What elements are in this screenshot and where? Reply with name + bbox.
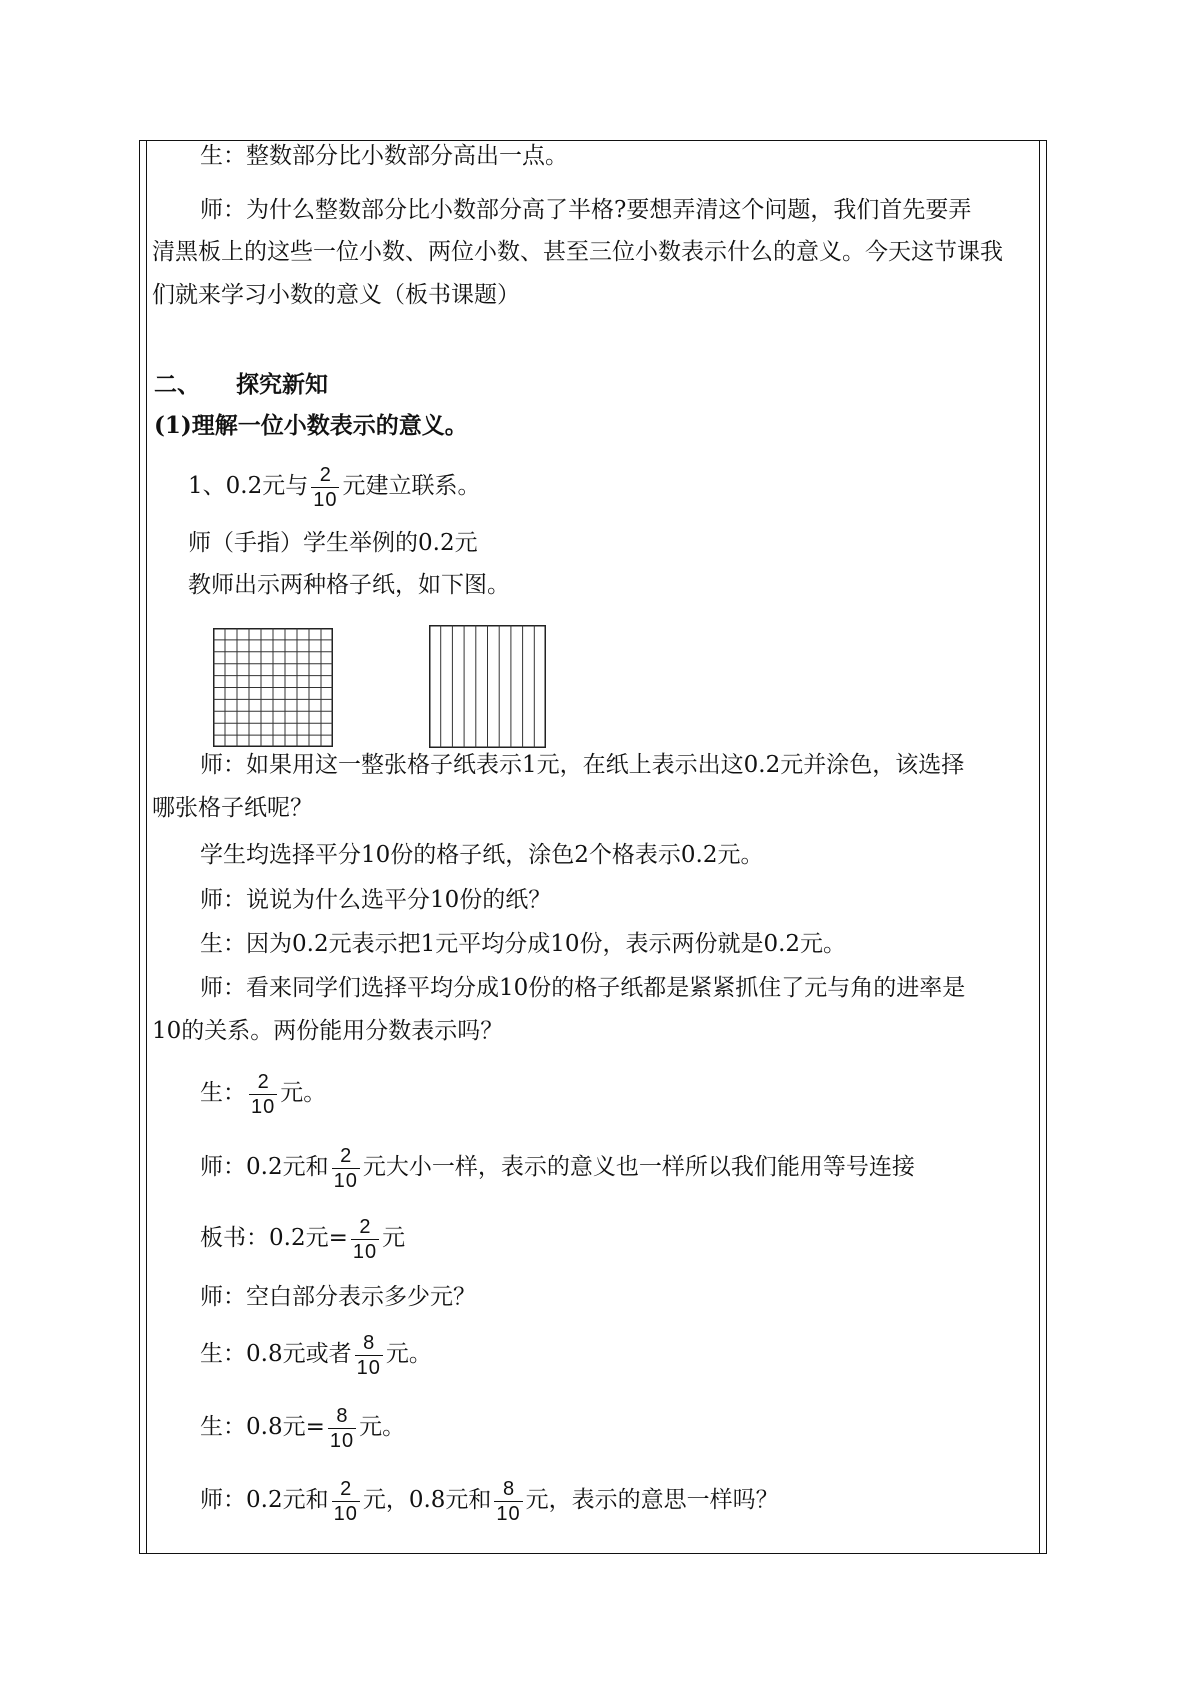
denominator: 10 xyxy=(329,1429,355,1452)
text: 师：0.2元和 xyxy=(200,1154,329,1180)
denominator: 10 xyxy=(313,488,338,511)
paragraph-question-4: 师：空白部分表示多少元？ xyxy=(200,1284,476,1310)
fraction-two-tenths xyxy=(332,1477,360,1526)
numerator: 8 xyxy=(328,1404,356,1429)
paragraph-question-2: 师：说说为什么选平分10份的纸？ xyxy=(200,887,552,913)
paragraph-answer-2: 生：因为0.2元表示把1元平均分成10份，表示两份就是0.2元。 xyxy=(200,931,847,957)
line-answer-fraction xyxy=(200,1063,326,1123)
text: 元。 xyxy=(385,1341,432,1367)
denominator: 10 xyxy=(356,1356,381,1379)
text: 元。 xyxy=(280,1080,327,1106)
denominator: 10 xyxy=(251,1095,276,1118)
numerator: 8 xyxy=(494,1477,522,1502)
denominator: 10 xyxy=(333,1169,358,1192)
fraction-two-tenths xyxy=(311,463,339,512)
numerator: 2 xyxy=(332,1477,360,1502)
line-link-fraction xyxy=(188,456,480,516)
fraction-two-tenths xyxy=(351,1215,379,1264)
paragraph-question-3b: 10的关系。两份能用分数表示吗？ xyxy=(152,1018,504,1044)
fraction-eight-tenths xyxy=(328,1404,356,1453)
numerator: 2 xyxy=(249,1070,277,1095)
left-border xyxy=(139,141,147,1553)
text: 元 xyxy=(382,1225,406,1251)
fraction-two-tenths xyxy=(249,1070,277,1119)
line-teacher-point: 师（手指）学生举例的0.2元 xyxy=(188,530,478,556)
paragraph-teacher-1c: 们就来学习小数的意义（板书课题） xyxy=(152,282,520,308)
denominator: 10 xyxy=(496,1502,521,1525)
hundred-square-grid xyxy=(213,628,333,747)
text: 生：0.8元= xyxy=(200,1414,325,1440)
text: 元建立联系。 xyxy=(342,473,481,499)
text: 元，表示的意思一样吗？ xyxy=(525,1487,779,1513)
line-same-size xyxy=(200,1137,915,1197)
fraction-two-tenths xyxy=(332,1144,360,1193)
line-blackboard xyxy=(200,1208,405,1268)
text: 元。 xyxy=(359,1414,406,1440)
numerator: 2 xyxy=(311,463,339,488)
paragraph-teacher-1b: 清黑板上的这些一位小数、两位小数、甚至三位小数表示什么的意义。今天这节课我 xyxy=(152,239,1003,265)
text: 生：0.8元或者 xyxy=(200,1341,352,1367)
sub-heading: (1)理解一位小数表示的意义。 xyxy=(154,412,468,439)
paragraph-question-1a: 师：如果用这一整张格子纸表示1元，在纸上表示出这0.2元并涂色，该选择 xyxy=(200,752,965,778)
fraction-eight-tenths xyxy=(494,1477,522,1526)
numerator: 8 xyxy=(355,1331,383,1356)
denominator: 10 xyxy=(352,1240,378,1263)
fraction-eight-tenths xyxy=(355,1331,383,1380)
numerator: 2 xyxy=(351,1215,379,1240)
text: 生： xyxy=(200,1080,246,1106)
text: 师：0.2元和 xyxy=(200,1487,329,1513)
section-heading-number: 二、 xyxy=(154,371,200,398)
paragraph-question-1b: 哪张格子纸呢？ xyxy=(152,795,313,821)
text: 元大小一样，表示的意义也一样所以我们能用等号连接 xyxy=(362,1154,915,1180)
line-answer-4 xyxy=(200,1324,432,1384)
text: 元，0.8元和 xyxy=(362,1487,492,1513)
line-answer-5 xyxy=(200,1397,405,1457)
text: 板书：0.2元= xyxy=(200,1225,348,1251)
numerator: 2 xyxy=(332,1144,360,1169)
right-border xyxy=(1039,141,1047,1553)
ten-strip-grid xyxy=(429,625,546,748)
denominator: 10 xyxy=(333,1502,358,1525)
paragraph-teacher-1a: 师：为什么整数部分比小数部分高了半格?要想弄清这个问题，我们首先要弄 xyxy=(200,197,972,223)
paragraph-question-3a: 师：看来同学们选择平均分成10份的格子纸都是紧紧抓住了元与角的进率是 xyxy=(200,975,966,1001)
paragraph-answer-1: 学生均选择平分10份的格子纸，涂色2个格表示0.2元。 xyxy=(200,842,764,868)
line-teacher-show: 教师出示两种格子纸，如下图。 xyxy=(188,572,510,598)
paragraph-student-1: 生：整数部分比小数部分高出一点。 xyxy=(200,143,568,169)
section-heading-title: 探究新知 xyxy=(236,371,328,398)
text: 1、0.2元与 xyxy=(188,473,309,499)
line-question-5 xyxy=(200,1470,779,1530)
